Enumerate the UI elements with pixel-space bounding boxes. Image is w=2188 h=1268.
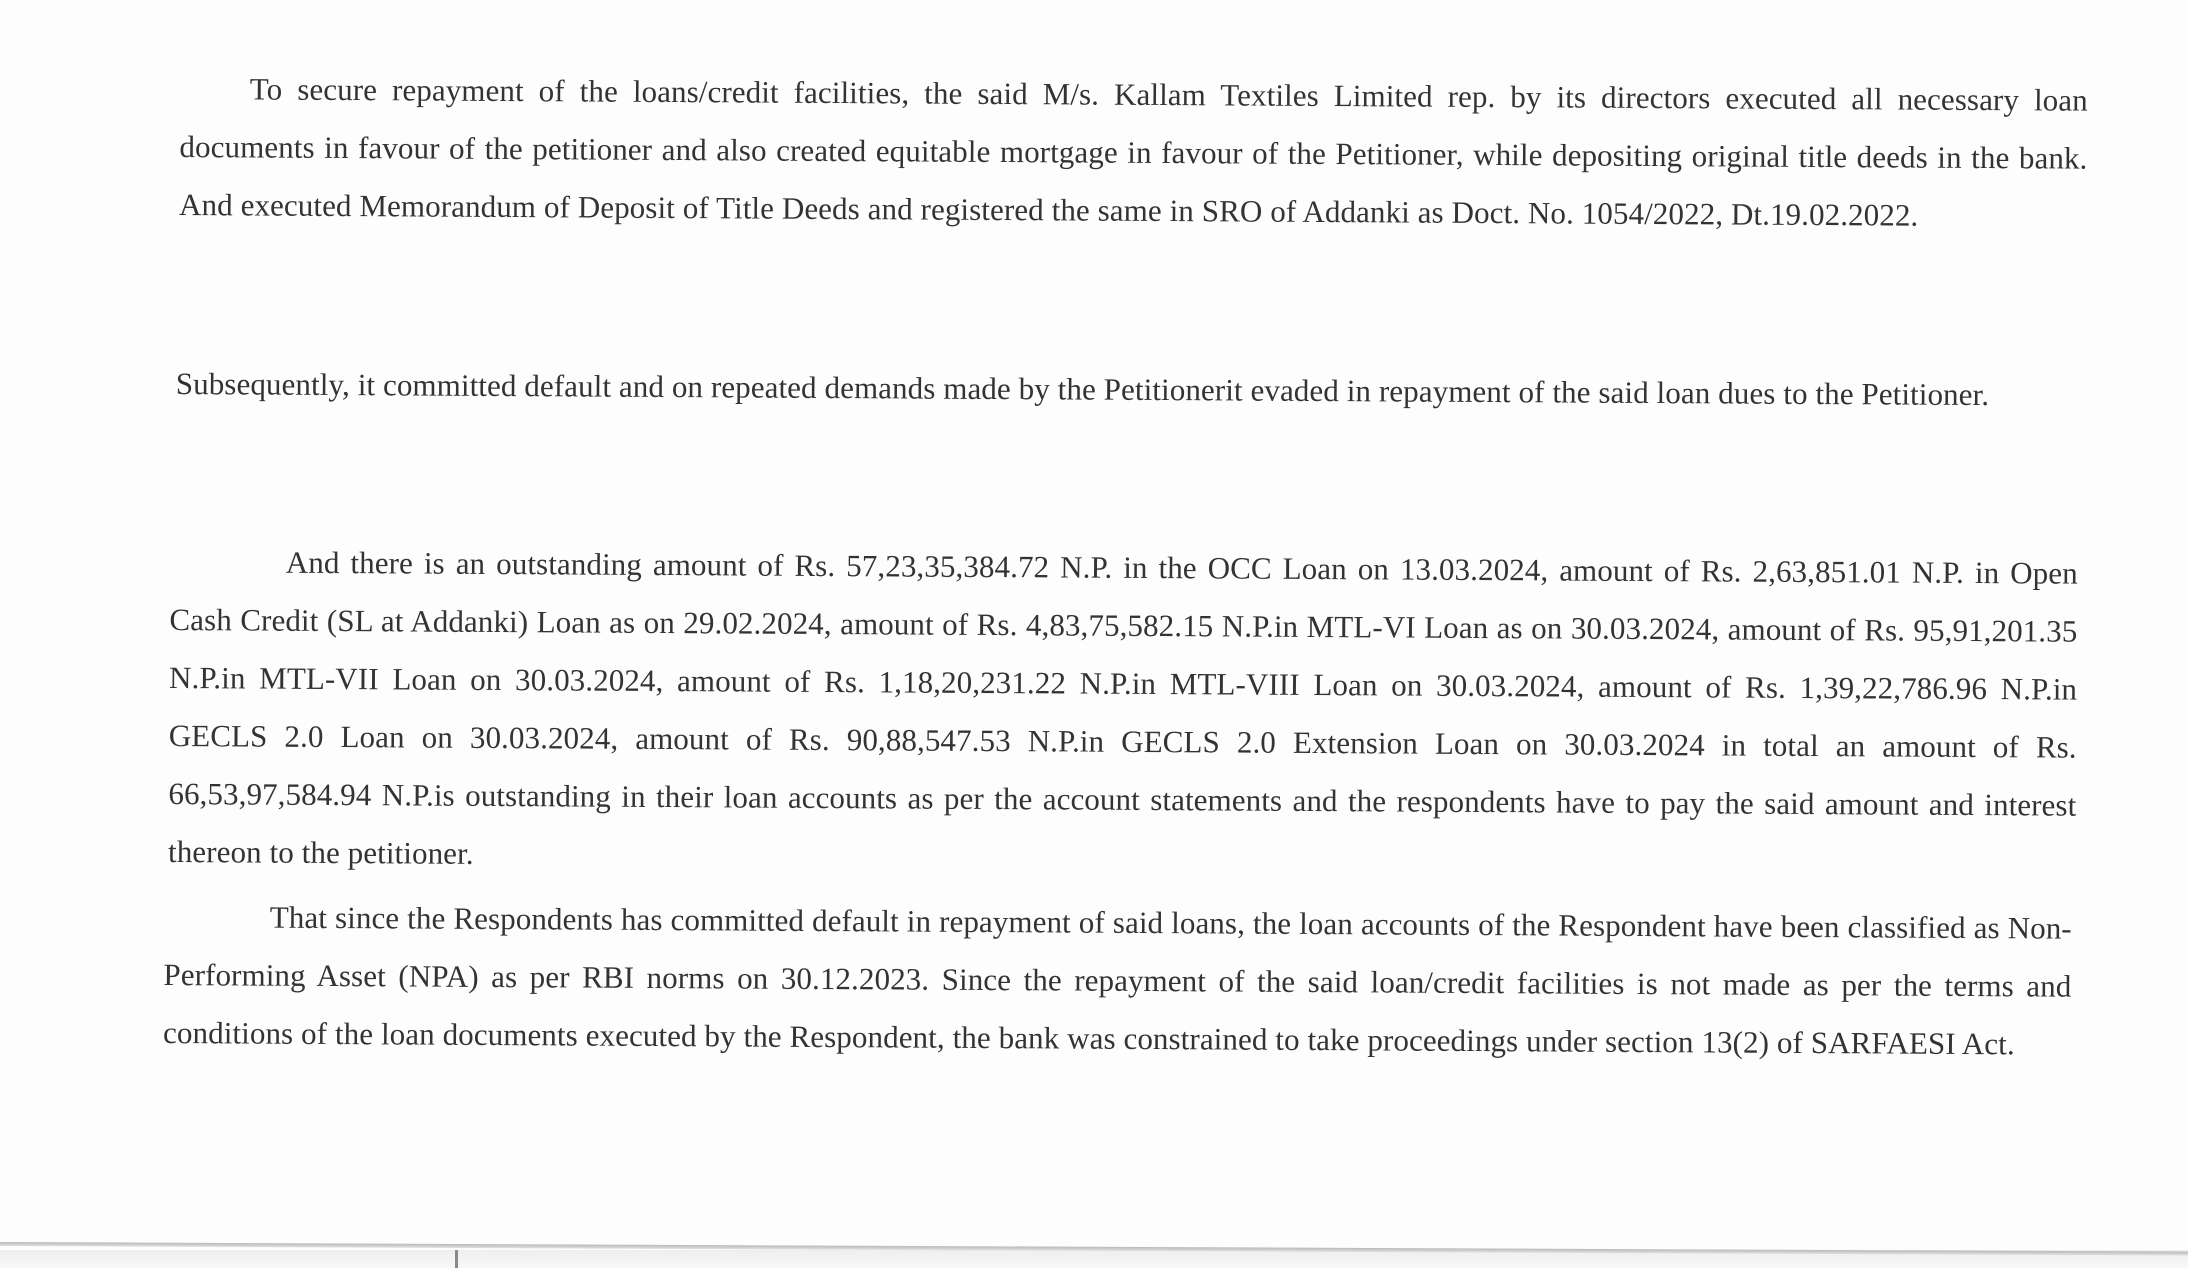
paragraph-outstanding-amounts: And there is an outstanding amount of Rs. 57,23,35,384.72 N.P. in the OCC Loan on 13.03.2024, amount of Rs. 2,63,851.01 N.P. in Open Cash Credit (SL at Addanki) Loan as on 29.02.2024, amount of Rs. 4,83,75,582.15 N.P.in MTL-VI Loan as on 30.03.2024, amount of Rs. 95,91,201.35 N.P.in MTL-VII Loan on 30.03.2024, amount of Rs. 1,18,20,231.22 N.P.in MTL-VIII Loan on 30.03.2024, amount of Rs. 1,39,22,786.96 N.P.in GECLS 2.0 Loan on 30.03.2024, amount of Rs. 90,88,547.53 N.P.in GECLS 2.0 Extension Loan on 30.03.2024 in total an amount of Rs. 66,53,97,584.94 N.P.is outstanding in their loan accounts as per the account statements and the respondents have to pay the said amount and interest thereon to the petitioner. xyxy=(167,544,2078,871)
scan-bottom-tick xyxy=(455,1250,458,1268)
paragraph-security-documents: To secure repayment of the loans/credit facilities, the said M/s. Kallam Textiles Limited rep. by its directors executed all necessary loan documents in favour of the petitioner and also created equitable mortgage in favour of the Petitioner, while depositing original title deeds in the bank. And executed Memorandum of Deposit of Title Deeds and registered the same in SRO of Addanki as Doct. No. 1054/2022, Dt.19.02.2022. xyxy=(179,71,2088,233)
paragraph-default: Subsequently, it committed default and on repeated demands made by the Petitionerit evaded in repayment of the said loan dues to the Petitioner. xyxy=(175,365,1990,413)
paragraph-npa-classification: That since the Respondents has committed default in repayment of said loans, the loan accounts of the Respondent have been classified as Non-Performing Asset (NPA) as per RBI norms on 30.12.2023. Since the repayment of the said loan/credit facilities is not made as per the terms and conditions of the loan documents executed by the Respondent, the bank was constrained to take proceedings under section 13(2) of SARFAESI Act. xyxy=(163,899,2072,1062)
